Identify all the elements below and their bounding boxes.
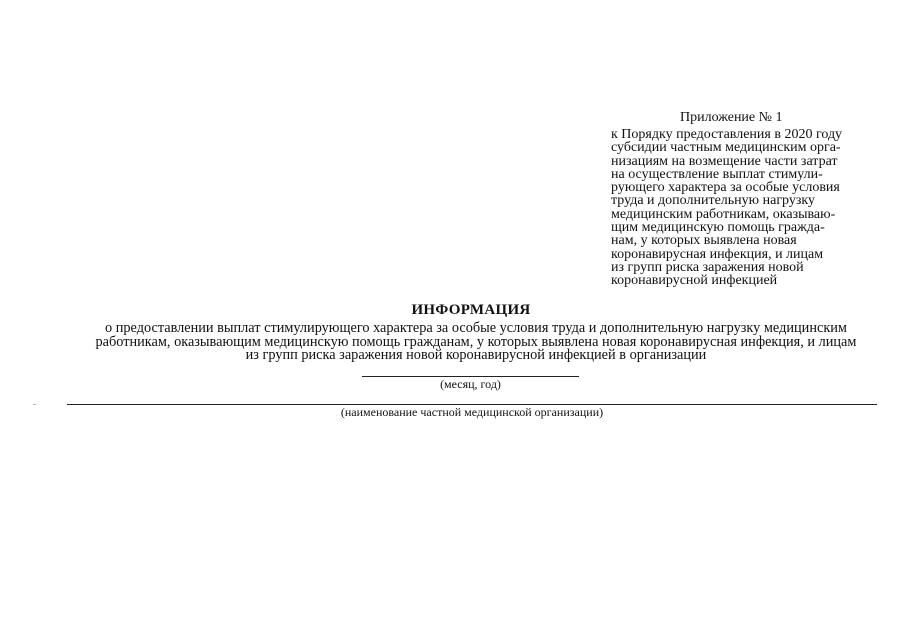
appendix-line: нам, у которых выявлена новая — [611, 233, 797, 249]
appendix-line: из групп риска заражения новой — [611, 259, 804, 275]
document-subtitle — [70, 322, 882, 363]
appendix-reference — [611, 128, 842, 288]
appendix-line: субсидии частным медицинским орга- — [611, 140, 841, 156]
appendix-line: к Порядку предоставления в 2020 году — [611, 127, 843, 142]
appendix-line: коронавирусная инфекция, и лицам — [611, 246, 824, 262]
appendix-line: на осуществление выплат стимули- — [611, 166, 823, 182]
appendix-line: низациям на возмещение части затрат — [611, 153, 838, 169]
appendix-line: коронавирусной инфекцией — [611, 273, 778, 289]
subtitle-line: работникам, оказывающим медицинскую помощь гражданам, у которых выявлена новая коронавирусная инфекция, и лицам — [95, 333, 857, 350]
scan-artifact — [33, 404, 36, 405]
subtitle-line: о предоставлении выплат стимулирующего характера за особые условия труда и дополнительную нагрузку медицинским — [105, 320, 847, 336]
document-heading: ИНФОРМАЦИЯ — [411, 302, 531, 318]
month-year-caption: (месяц, год) — [440, 377, 501, 391]
subtitle-line: из групп риска заражения новой коронавирусной инфекцией в организации — [245, 347, 707, 363]
appendix-line: щим медицинскую помощь гражда- — [611, 220, 825, 236]
appendix-line: медицинским работникам, оказываю- — [611, 206, 836, 222]
appendix-line: труда и дополнительную нагрузку — [611, 193, 816, 209]
appendix-title: Приложение № 1 — [680, 110, 783, 125]
organization-caption: (наименование частной медицинской организации) — [340, 405, 604, 419]
appendix-line: рующего характера за особые условия — [611, 180, 840, 196]
